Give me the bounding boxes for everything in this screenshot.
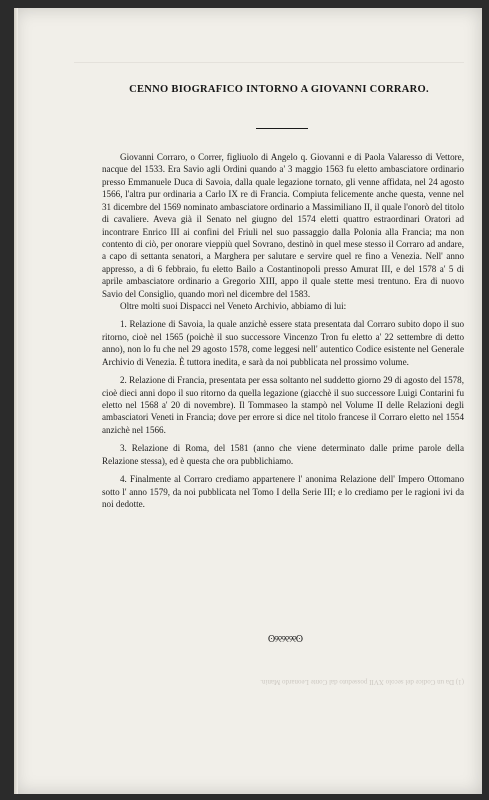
- end-ornament: ʘ୨୧୨୧୨୧ʘ: [267, 635, 303, 645]
- title-divider: [256, 128, 308, 129]
- bleed-through-footnote: (1) Da un Codice del secolo XVII posseduto dal Conte Leonardo Manin.: [260, 678, 464, 686]
- paragraph-biography: Giovanni Corraro, o Correr, figliuolo di Angelo q. Giovanni e di Paola Valaresso di Vettore, nacque del 1533. Era Savio agli Ordini quando a' 3 maggio 1563 fu eletto ambasciatore ordinario presso Emmanuele Duca di Savoia, dalla quale legazione tornato, gli venne affidata, nel 24 agosto 1566, l'altra pur ordinaria a Carlo IX re di Francia. Compiuta felicemente anche questa, venne nel 31 dicembre del 1569 nominato ambasciatore ordinario a Massimiliano II, il quale l'onorò del titolo di cavaliere. Aveva già il Senato nel giugno del 1574 eletti quattro estraordinari Oratori ad incontrare Enrico III ai confini del Friuli nel suo passaggio dalla Polonia alla Francia; ma non contento di ciò, per onorare vieppiù quel Sovrano, destinò in quel mese stesso il Corraro ad andare, a capo di settanta senatori, a Marghera per salutare e servire quel re fino a Venezia. Nell' anno appresso, a dì 6 febbraio, fu eletto Bailo a Costantinopoli presso Amurat III, e del 1578 a' 5 di aprile ambasciatore ordinario a Gregorio XIII, appo il quale stette mesi trentuno. Era di nuovo Savio del Consiglio, quando morì nel dicembre del 1583.: [102, 152, 465, 299]
- paragraph-item-4: 4. Finalmente al Corraro crediamo appartenere l' anonima Relazione dell' Impero Ottomano sotto l' anno 1579, da noi pubblicata nel Tomo I della Serie III; e lo crediamo per le ragioni ivi da noi dedotte.: [102, 474, 464, 509]
- paragraph-item-1: 1. Relazione di Savoia, la quale anzichè essere stata presentata dal Corraro subito dopo il suo ritorno, cioè nel 1565 (poichè il suo successore Vincenzo Tron fu eletto a' 22 settembre di detto anno), non lo fu che nel 29 agosto 1578, come leggesi nell' autentico Codice esistente nel Generale Archivio di Venezia. È tuttora inedita, e sarà da noi pubblicata nel prossimo volume.: [102, 319, 464, 367]
- bleed-through-line: [74, 62, 464, 69]
- paragraph-item-2: 2. Relazione di Francia, presentata per essa soltanto nel suddetto giorno 29 di agosto del 1578, cioè dieci anni dopo il suo ritorno da quella legazione (giacchè il suo successore Luigi Contarini fu eletto nel 1568 a' 20 di novembre). Il Tommaseo la stampò nel Volume II delle Relazioni degli ambasciatori Veneti in Francia; dove per errore si dice nel titolo francese il Corraro eletto nel 1554 anzichè nel 1566.: [102, 375, 464, 435]
- page-title: CENNO BIOGRAFICO INTORNO A GIOVANNI CORRARO.: [129, 84, 429, 95]
- book-page: [14, 8, 482, 794]
- paragraph-intro-list: Oltre molti suoi Dispacci nel Veneto Archivio, abbiamo di lui:: [120, 301, 347, 312]
- paragraph-item-3: 3. Relazione di Roma, del 1581 (anno che viene determinato dalle prime parole della Relazione stessa), ed è questa che ora pubblichiamo.: [102, 443, 464, 466]
- biography-text: [102, 151, 464, 510]
- page-binding-edge: [14, 8, 18, 794]
